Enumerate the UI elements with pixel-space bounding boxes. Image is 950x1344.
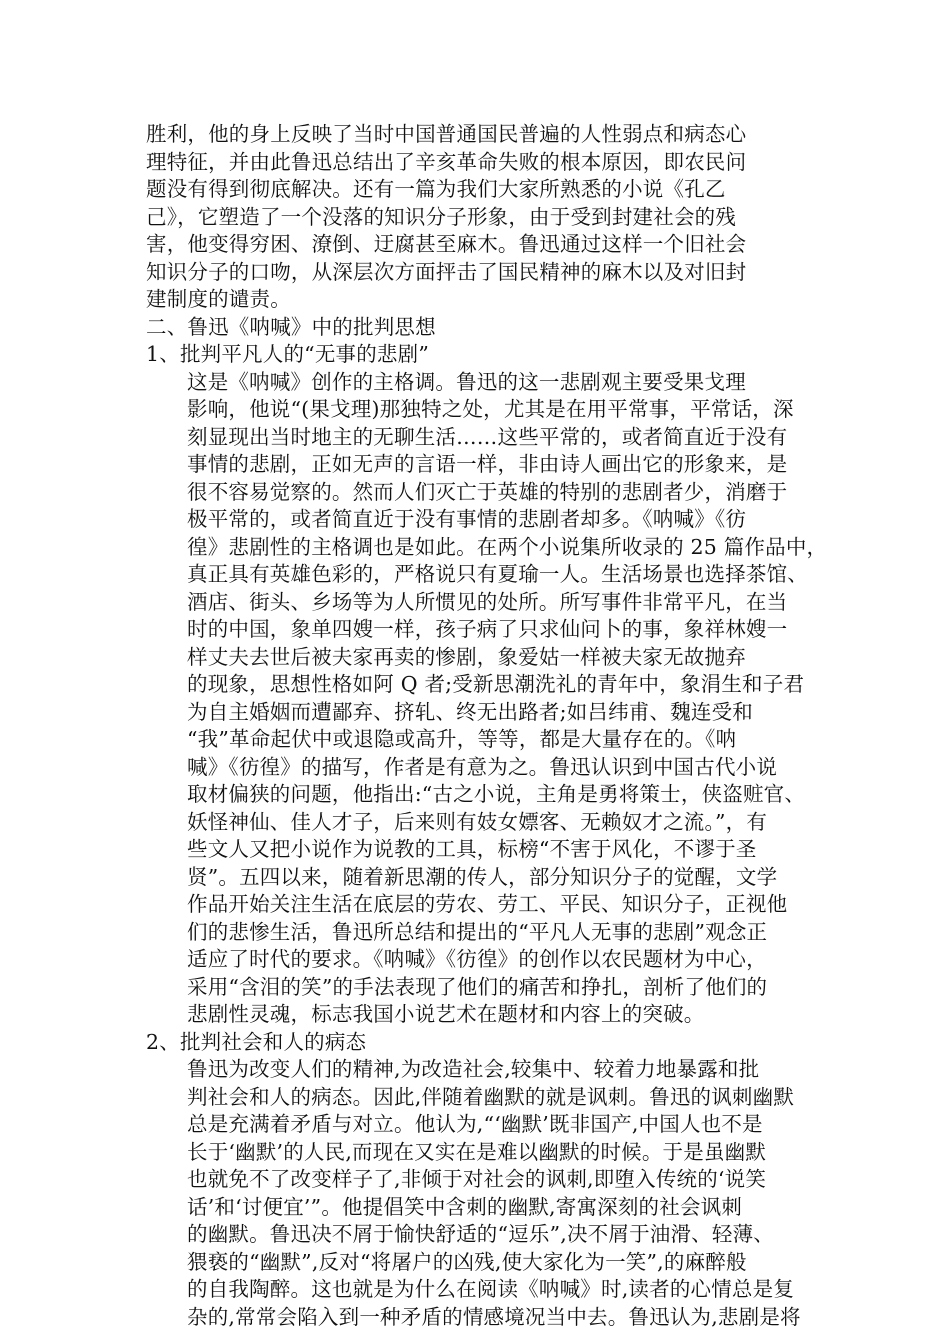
paragraph-line: 也就免不了改变样子了,非倾于对社会的讽刺,即堕入传统的‘说笑 [187, 1167, 767, 1191]
paragraph-line: 作品开始关注生活在底层的劳农、劳工、平民、知识分子，正视他 [187, 892, 788, 916]
paragraph-line: 知识分子的口吻，从深层次方面抨击了国民精神的麻木以及对旧封 [146, 259, 747, 284]
section-heading [146, 314, 822, 342]
heading-text: 二、鲁迅《呐喊》中的批判思想 [146, 314, 436, 339]
paragraph-line: 题没有得到彻底解决。还有一篇为我们大家所熟悉的小说《孔乙 [146, 177, 726, 201]
paragraph-line: 胜利，他的身上反映了当时中国普通国民普遍的人性弱点和病态心 [146, 122, 747, 146]
paragraph-line: 刻显现出当时地主的无聊生活……这些平常的，或者简直近于没有 [187, 424, 788, 449]
paragraph-line: 的自我陶醉。这也就是为什么在阅读《呐喊》时,读者的心情总是复 [187, 1277, 795, 1301]
paragraph-line: 判社会和人的病态。因此,伴随着幽默的就是讽刺。鲁迅的讽刺幽默 [187, 1084, 795, 1109]
paragraph-line: 样丈夫去世后被夫家再卖的惨剧，象爱姑一样被夫家无故抛弃 [187, 644, 746, 669]
paragraph-line: 为自主婚姻而遭鄙弃、挤轧、终无出路者;如吕纬甫、魏连受和 [187, 699, 754, 724]
paragraph-line: 的幽默。鲁迅决不屑于愉快舒适的“逗乐”,决不屑于油滑、轻薄、 [187, 1222, 774, 1246]
paragraph-line: 长于‘幽默’的人民,而现在又实在是难以幽默的时候。于是虽幽默 [187, 1139, 767, 1164]
paragraph-line: 影响，他说“(果戈理)那独特之处，尤其是在用平常事，平常话，深 [187, 397, 794, 421]
paragraph-line: 理特征，并由此鲁迅总结出了辛亥革命失败的根本原因，即农民问 [146, 149, 747, 174]
section-heading [146, 341, 822, 369]
body-paragraph [146, 369, 828, 1029]
paragraph-line: 害，他变得穷困、潦倒、迂腐甚至麻木。鲁迅通过这样一个旧社会 [146, 232, 747, 256]
paragraph-line: “我”革命起伏中或退隐或高升，等等，都是大量存在的。《呐 [187, 727, 737, 751]
paragraph-line: 建制度的谴责。 [146, 287, 291, 311]
heading-text: 1、批判平凡人的“无事的悲剧” [146, 342, 430, 366]
paragraph-line: 们的悲惨生活，鲁迅所总结和提出的“平凡人无事的悲剧”观念正 [187, 919, 768, 944]
paragraph-line: 贤”。五四以来，随着新思潮的传人，部分知识分子的觉醒，文学 [187, 864, 778, 889]
body-paragraph [146, 121, 822, 314]
paragraph-line: 采用“含泪的笑”的手法表现了他们的痛苦和挣扎，剖析了他们的 [187, 974, 768, 999]
paragraph-line: 极平常的，或者简直近于没有事情的悲剧者却多。《呐喊》《彷 [187, 507, 747, 531]
paragraph-line: 总是充满着矛盾与对立。他认为,“‘幽默’既非国产,中国人也不是 [187, 1112, 763, 1136]
paragraph-line: 鲁迅为改变人们的精神,为改造社会,较集中、较着力地暴露和批 [187, 1057, 760, 1081]
paragraph-line: 取材偏狭的问题，他指出:“古之小说，主角是勇将策士，侠盗赃官、 [187, 782, 806, 806]
paragraph-line: 很不容易觉察的。然而人们灭亡于英雄的特别的悲剧者少，消磨于 [187, 479, 788, 504]
paragraph-line: 悲剧性灵魂，标志我国小说艺术在题材和内容上的突破。 [187, 1002, 705, 1026]
paragraph-line: 徨》悲剧性的主格调也是如此。在两个小说集所收录的 25 篇作品中， [187, 534, 828, 559]
paragraph-line: 时的中国，象单四嫂一样，孩子病了只求仙问卜的事，象祥林嫂一 [187, 617, 788, 641]
paragraph-line: 喊》《彷徨》的描写，作者是有意为之。鲁迅认识到中国古代小说 [187, 754, 778, 779]
paragraph-line: 这是《呐喊》创作的主格调。鲁迅的这一悲剧观主要受果戈理 [187, 369, 746, 394]
paragraph-line: 话’和‘讨便宜’”。他提倡笑中含刺的幽默,寄寓深刻的社会讽刺 [187, 1194, 743, 1219]
paragraph-line: 杂的,常常会陷入到一种矛盾的情感境况当中去。鲁迅认为,悲剧是将 [187, 1304, 801, 1329]
paragraph-line: 些文人又把小说作为说教的工具，标榜“不害于风化，不谬于圣 [187, 837, 757, 861]
body-paragraph [146, 1056, 822, 1331]
paragraph-line: 事情的悲剧，正如无声的言语一样，非由诗人画出它的形象来，是 [187, 452, 788, 476]
document-body [146, 121, 828, 1331]
paragraph-line: 适应了时代的要求。《呐喊》《彷徨》的创作以农民题材为中心， [187, 947, 767, 971]
paragraph-line: 酒店、街头、乡场等为人所惯见的处所。所写事件非常平凡，在当 [187, 589, 788, 614]
paragraph-line: 妖怪神仙、佳人才子，后来则有妓女嫖客、无赖奴才之流。”，有 [187, 809, 768, 834]
heading-text: 2、批判社会和人的病态 [146, 1029, 367, 1054]
paragraph-line: 真正具有英雄色彩的，严格说只有夏瑜一人。生活场景也选择茶馆、 [187, 562, 808, 586]
section-heading [146, 1029, 822, 1057]
paragraph-line: 猥亵的“幽默”,反对“将屠户的凶残,使大家化为一笑”,的麻醉般 [187, 1249, 747, 1274]
paragraph-line: 的现象，思想性格如阿 Q 者;受新思潮洗礼的青年中，象涓生和子君 [187, 672, 805, 696]
paragraph-line: 己》，它塑造了一个没落的知识分子形象，由于受到封建社会的残 [146, 204, 737, 229]
